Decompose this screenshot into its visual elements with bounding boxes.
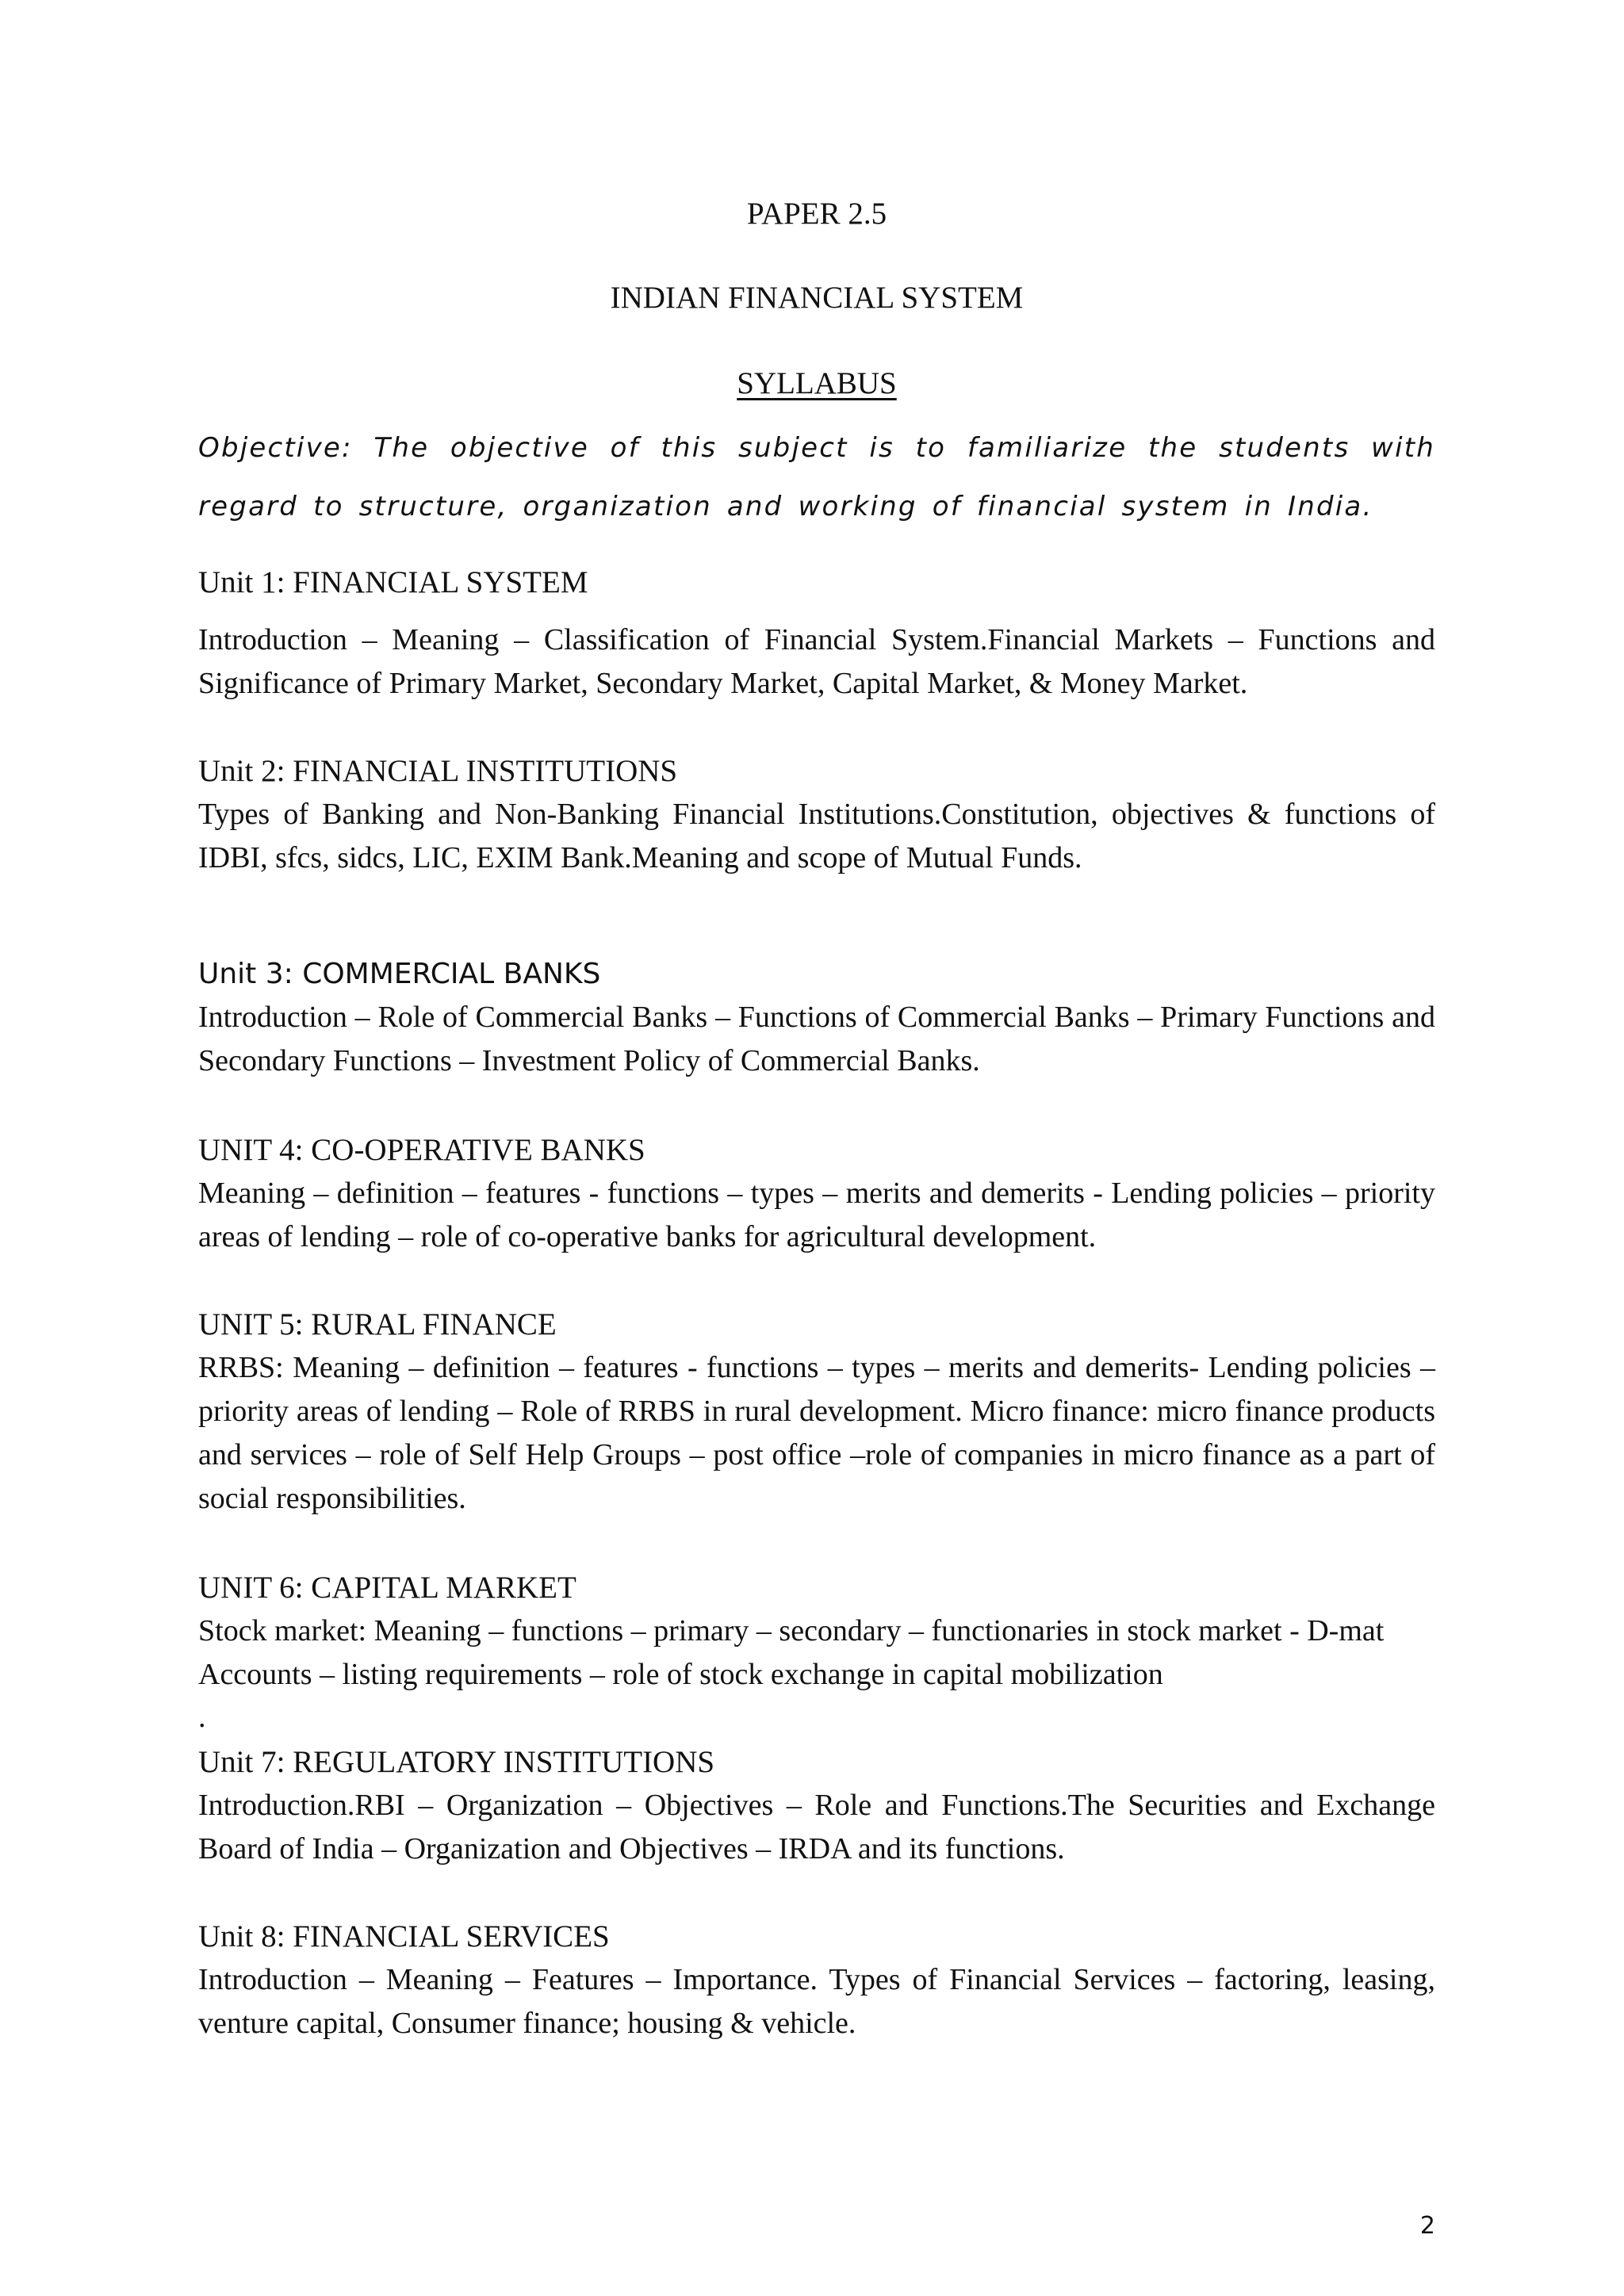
unit-heading: UNIT 4: CO-OPERATIVE BANKS — [198, 1133, 645, 1167]
unit-description: RRBS: Meaning – definition – features - functions – types – merits and demerits- Lending policies – priority areas of lending – Role of RRBS in rural development. Micro finance: micro finance products and services – role of Self Help Groups – post office –role of companies in micro finance as a part of social responsibilities. — [198, 1351, 1435, 1515]
syllabus-heading: SYLLABUS — [737, 366, 897, 400]
unit-heading: Unit 1: FINANCIAL SYSTEM — [198, 565, 588, 599]
unit-7 — [198, 1741, 1435, 1871]
stray-period: . — [198, 1701, 206, 1734]
unit-heading: UNIT 6: CAPITAL MARKET — [198, 1571, 576, 1605]
page-number: 2 — [1419, 2212, 1435, 2240]
unit-description: Meaning – definition – features - functions – types – merits and demerits - Lending policies – priority areas of lending – role of co-operative banks for agricultural development. — [198, 1177, 1435, 1253]
unit-heading: Unit 3: COMMERCIAL BANKS — [198, 958, 601, 990]
unit-3 — [198, 953, 1435, 1083]
unit-5 — [198, 1303, 1435, 1521]
unit-heading: Unit 8: FINANCIAL SERVICES — [198, 1919, 610, 1954]
unit-8 — [198, 1915, 1435, 2045]
unit-heading: UNIT 5: RURAL FINANCE — [198, 1307, 557, 1341]
unit-6 — [198, 1567, 1435, 1738]
unit-description: Types of Banking and Non-Banking Financial Institutions.Constitution, objectives & functions of IDBI, sfcs, sidcs, LIC, EXIM Bank.Meaning and scope of Mutual Funds. — [198, 798, 1435, 874]
unit-heading: Unit 2: FINANCIAL INSTITUTIONS — [198, 754, 678, 788]
unit-2 — [198, 750, 1435, 880]
unit-description: Introduction – Role of Commercial Banks – Functions of Commercial Banks – Primary Functions and Secondary Functions – Investment Policy of Commercial Banks. — [198, 1001, 1435, 1077]
unit-4 — [198, 1129, 1435, 1259]
syllabus-page — [198, 0, 1435, 2296]
unit-description: Introduction.RBI – Organization – Objectives – Role and Functions.The Securities and Exchange Board of India – Organization and Objectives – IRDA and its functions. — [198, 1789, 1435, 1866]
paper-number: PAPER 2.5 — [746, 197, 887, 231]
unit-description: Introduction – Meaning – Features – Importance. Types of Financial Services – factoring, leasing, venture capital, Consumer finance; housing & vehicle. — [198, 1963, 1435, 2040]
objective-statement: Objective: The objective of this subject is to familiarize the students with regard to structure, organization and working of financial system in India. — [198, 432, 1435, 522]
unit-1 — [198, 561, 1435, 706]
unit-description: Stock market: Meaning – functions – primary – secondary – functionaries in stock market - D-mat Accounts – listing requirements – role of stock exchange in capital mobilization — [198, 1614, 1385, 1691]
unit-heading: Unit 7: REGULATORY INSTITUTIONS — [198, 1745, 715, 1779]
unit-description: Introduction – Meaning – Classification of Financial System.Financial Markets – Functions and Significance of Primary Market, Secondary Market, Capital Market, & Money Market. — [198, 623, 1435, 700]
paper-title: INDIAN FINANCIAL SYSTEM — [610, 281, 1024, 315]
